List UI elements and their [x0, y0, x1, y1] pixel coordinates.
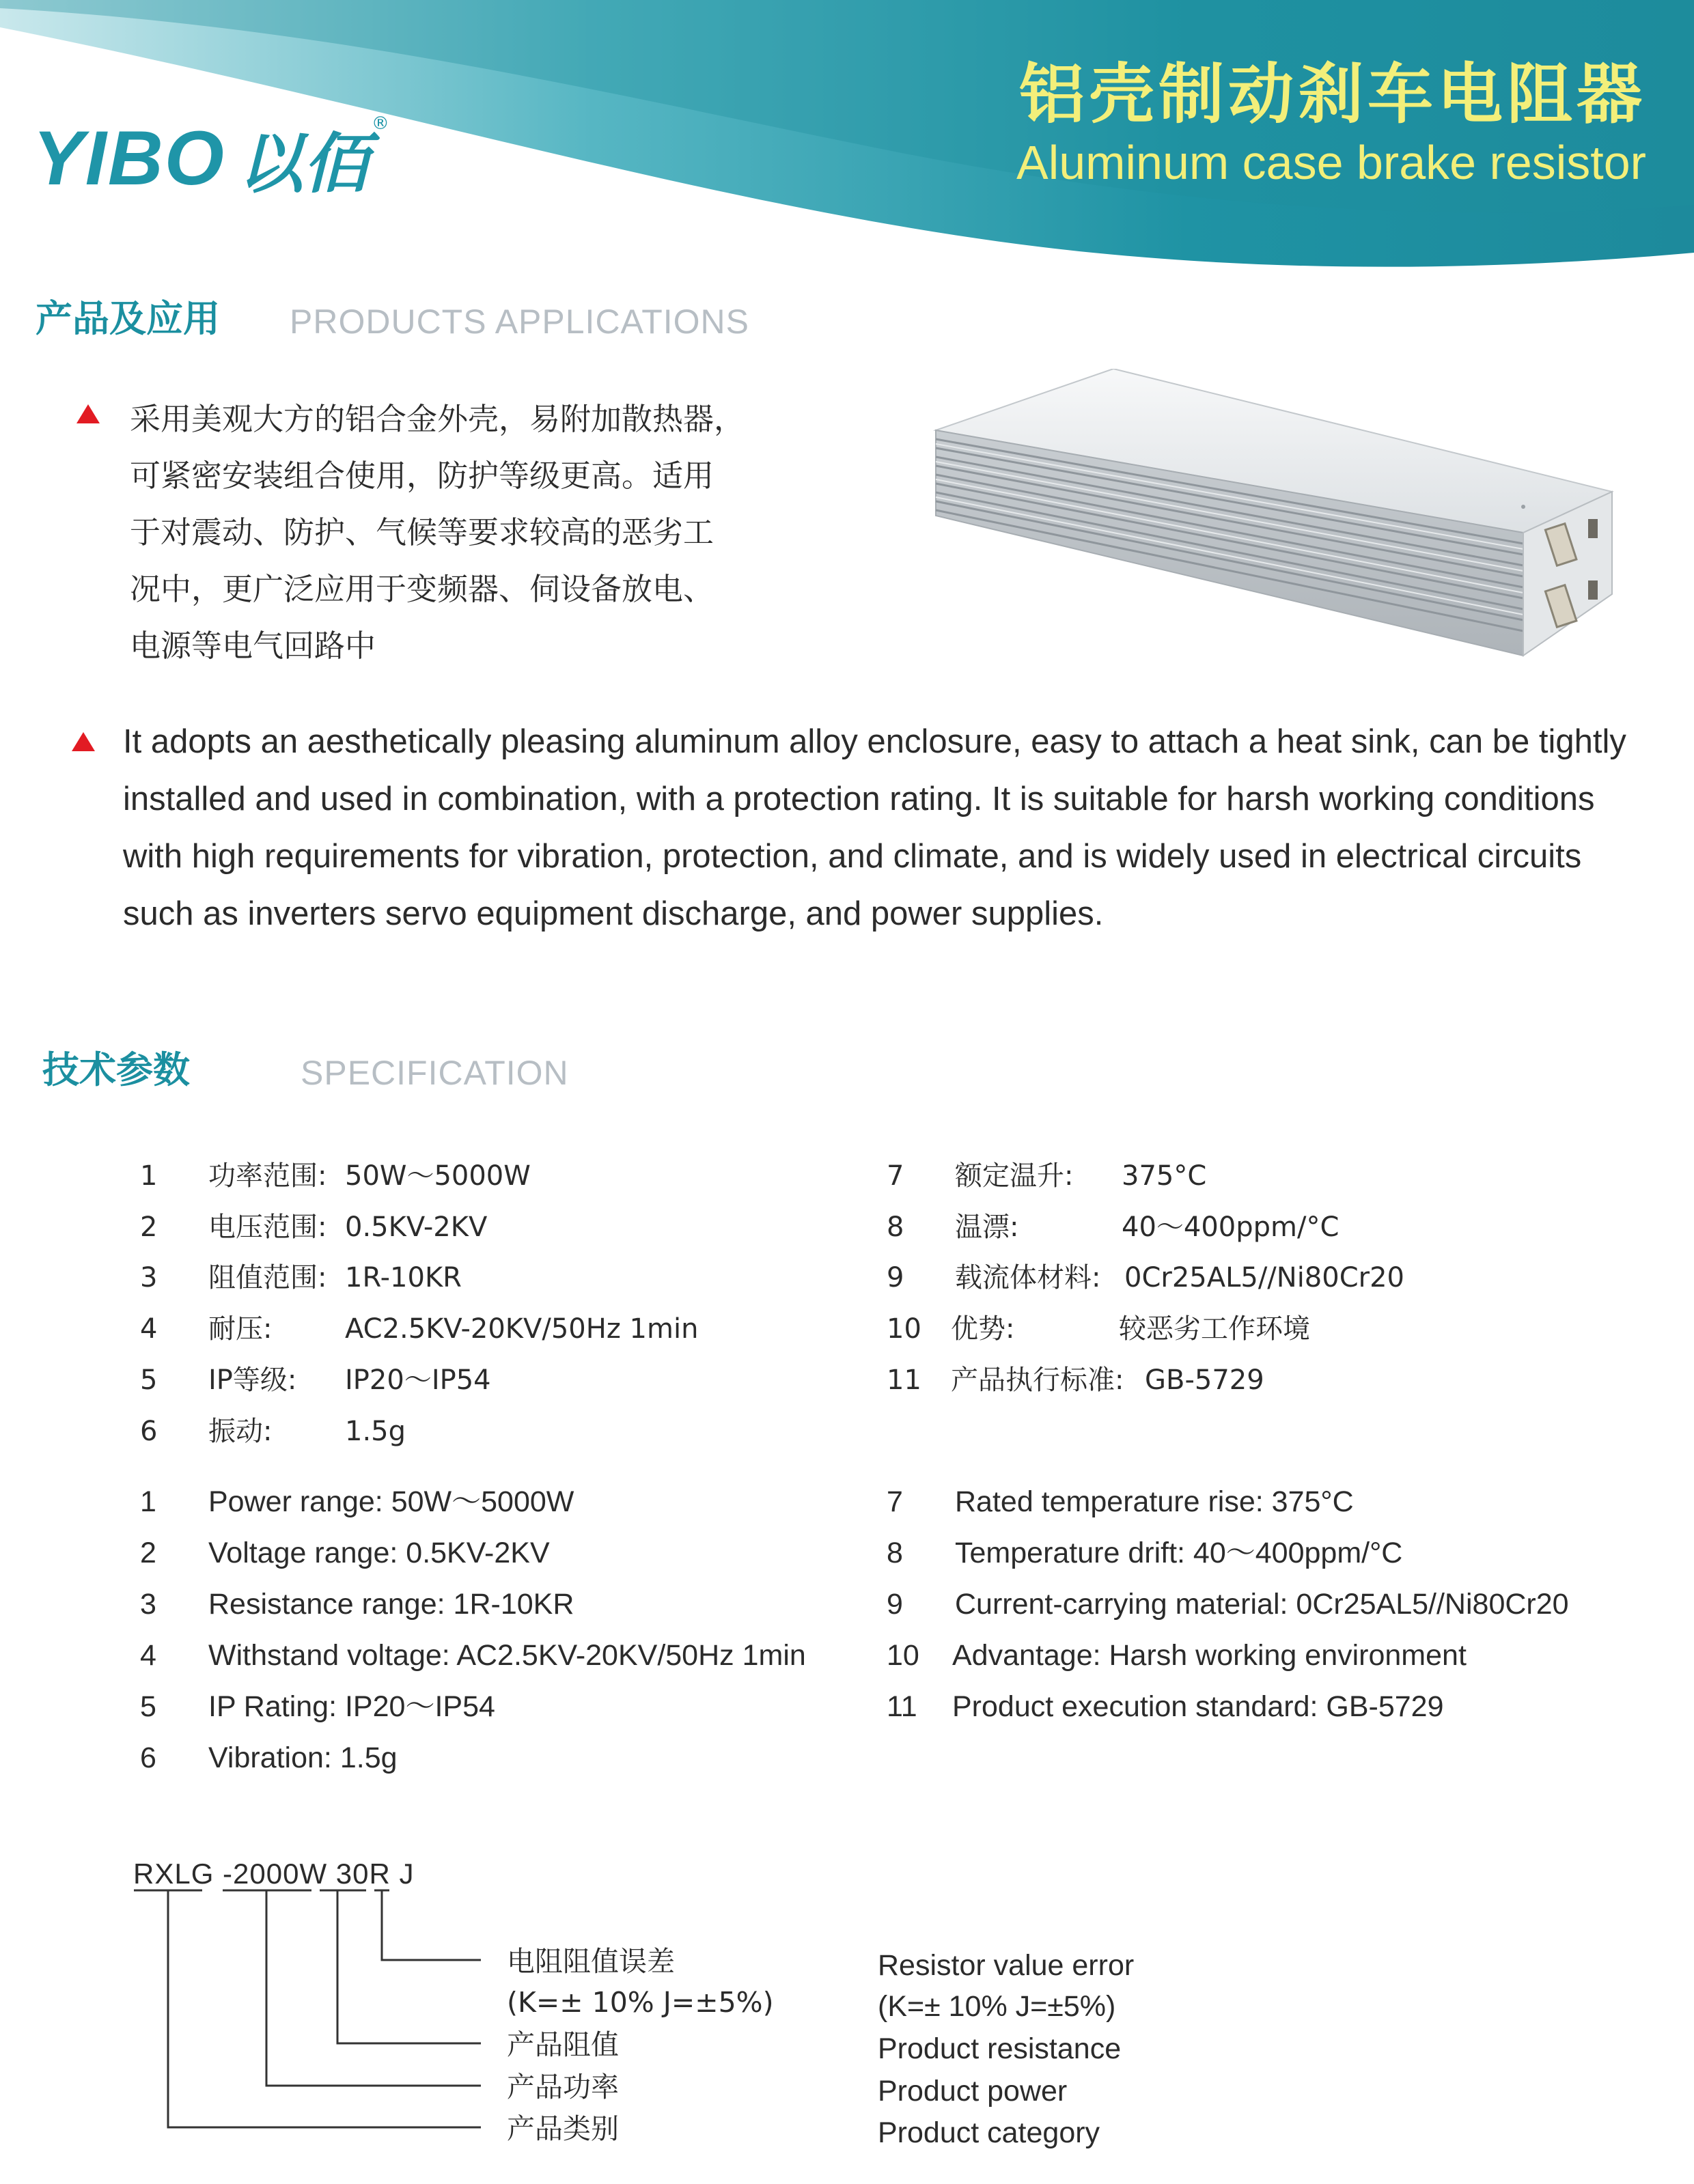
page-title-en: Aluminum case brake resistor	[1016, 136, 1646, 189]
model-item-cn: 产品功率	[507, 2071, 619, 2103]
model-item-cn: (K=± 10% J=±5%)	[507, 1986, 774, 2019]
spec-text: Temperature drift: 40～400ppm/°C	[955, 1537, 1403, 1569]
spec-text: Power range: 50W～5000W	[208, 1485, 574, 1518]
spec-number: 6	[140, 1416, 158, 1447]
model-item-cn: 产品类别	[507, 2112, 619, 2145]
spec-number: 4	[140, 1313, 158, 1345]
model-item-en: Product category	[878, 2116, 1100, 2149]
spec-value: 1R-10KR	[345, 1262, 462, 1293]
spec-label: 功率范围:	[208, 1160, 327, 1192]
spec-value: 较恶劣工作环境	[1119, 1313, 1310, 1345]
model-item-en: Product power	[878, 2075, 1068, 2108]
specification-heading-cn: 技术参数	[42, 1048, 190, 1091]
spec-number: 11	[887, 1690, 917, 1723]
spec-value: AC2.5KV-20KV/50Hz 1min	[345, 1313, 699, 1345]
spec-number: 7	[887, 1485, 903, 1518]
spec-text: IP Rating: IP20～IP54	[208, 1690, 495, 1723]
spec-number: 3	[140, 1588, 156, 1621]
model-item-en: Resistor value error	[878, 1949, 1135, 1982]
applications-heading-cn: 产品及应用	[36, 297, 220, 340]
model-item-en: Product resistance	[878, 2032, 1122, 2065]
applications-text-en: It adopts an aesthetically pleasing aluminum alloy enclosure, easy to attach a heat sink, can be tightly installed and used in combination, with a protection rating. It is suitable for harsh working conditions with high requirements for vibration, protection, and climate, and is widely used in electrical circuits such as inverters servo equipment discharge, and power supplies.	[123, 723, 1626, 932]
spec-number: 3	[140, 1262, 158, 1293]
spec-number: 5	[140, 1690, 156, 1723]
spec-label: 电压范围:	[208, 1212, 327, 1243]
spec-label: 振动:	[208, 1416, 273, 1447]
spec-value: 40～400ppm/°C	[1122, 1212, 1339, 1243]
spec-number: 10	[887, 1313, 921, 1345]
spec-number: 8	[887, 1212, 904, 1243]
spec-text: Product execution standard: GB-5729	[952, 1690, 1444, 1723]
spec-text: Vibration: 1.5g	[208, 1741, 398, 1774]
model-item-cn: 产品阻值	[507, 2028, 619, 2061]
applications-text-cn	[130, 391, 888, 674]
spec-number: 4	[140, 1639, 156, 1672]
spec-value: GB-5729	[1145, 1364, 1264, 1396]
spec-text: Resistance range: 1R-10KR	[208, 1588, 574, 1621]
spec-number: 5	[140, 1364, 158, 1396]
spec-number: 9	[887, 1588, 903, 1621]
logo-latin: YIBO	[33, 115, 225, 201]
spec-label: 阻值范围:	[208, 1262, 327, 1293]
applications-heading-en: PRODUCTS APPLICATIONS	[290, 303, 749, 341]
bullet-triangle-icon	[77, 404, 100, 423]
spec-label: 产品执行标准:	[951, 1364, 1124, 1396]
model-item-en: (K=± 10% J=±5%)	[878, 1990, 1116, 2023]
applications-line: 电源等电气回路中	[130, 628, 376, 664]
spec-text: Rated temperature rise: 375°C	[955, 1485, 1354, 1518]
spec-number: 6	[140, 1741, 156, 1774]
spec-value: 1.5g	[345, 1416, 406, 1447]
spec-text: Voltage range: 0.5KV-2KV	[208, 1537, 550, 1569]
applications-line: 况中，更广泛应用于变频器、伺设备放电、	[130, 571, 714, 607]
spec-label: 载流体材料:	[955, 1262, 1101, 1293]
spec-value: 0Cr25AL5//Ni80Cr20	[1124, 1262, 1404, 1293]
spec-label: 温漂:	[955, 1212, 1019, 1243]
spec-label: IP等级:	[208, 1364, 297, 1396]
spec-label: 优势:	[951, 1313, 1015, 1345]
spec-value: 375°C	[1122, 1160, 1207, 1192]
resistor-product-image	[922, 369, 1646, 662]
brand-logo	[33, 108, 389, 202]
spec-number: 11	[887, 1364, 921, 1396]
registered-mark: ®	[371, 113, 389, 134]
spec-number: 8	[887, 1537, 903, 1569]
spec-number: 2	[140, 1537, 156, 1569]
spec-number: 7	[887, 1160, 904, 1192]
spec-number: 2	[140, 1212, 158, 1243]
spec-label: 耐压:	[208, 1313, 273, 1345]
spec-text: Withstand voltage: AC2.5KV-20KV/50Hz 1min	[208, 1639, 806, 1672]
logo-cjk: 以佰	[237, 126, 369, 202]
applications-line: 可紧密安装组合使用，防护等级更高。适用	[130, 458, 714, 494]
bullet-triangle-icon	[72, 732, 95, 751]
spec-number: 1	[140, 1485, 156, 1518]
spec-value: 0.5KV-2KV	[345, 1212, 488, 1243]
page-title-cn: 铝壳制动刹车电阻器	[1019, 56, 1646, 132]
spec-text: Current-carrying material: 0Cr25AL5//Ni80Cr20	[955, 1588, 1569, 1621]
spec-value: IP20～IP54	[345, 1364, 491, 1396]
applications-line: 于对震动、防护、气候等要求较高的恶劣工	[130, 514, 714, 550]
applications-line: 采用美观大方的铝合金外壳，易附加散热器，	[130, 401, 745, 437]
spec-text: Advantage: Harsh working environment	[952, 1639, 1467, 1672]
spec-number: 10	[887, 1639, 919, 1672]
spec-label: 额定温升:	[955, 1160, 1074, 1192]
spec-value: 50W～5000W	[345, 1160, 531, 1192]
spec-number: 1	[140, 1160, 158, 1192]
specification-heading-en: SPECIFICATION	[301, 1054, 569, 1092]
model-item-cn: 电阻阻值误差	[507, 1945, 675, 1978]
model-code: RXLG -2000W 30R J	[133, 1858, 415, 1890]
spec-number: 9	[887, 1262, 904, 1293]
